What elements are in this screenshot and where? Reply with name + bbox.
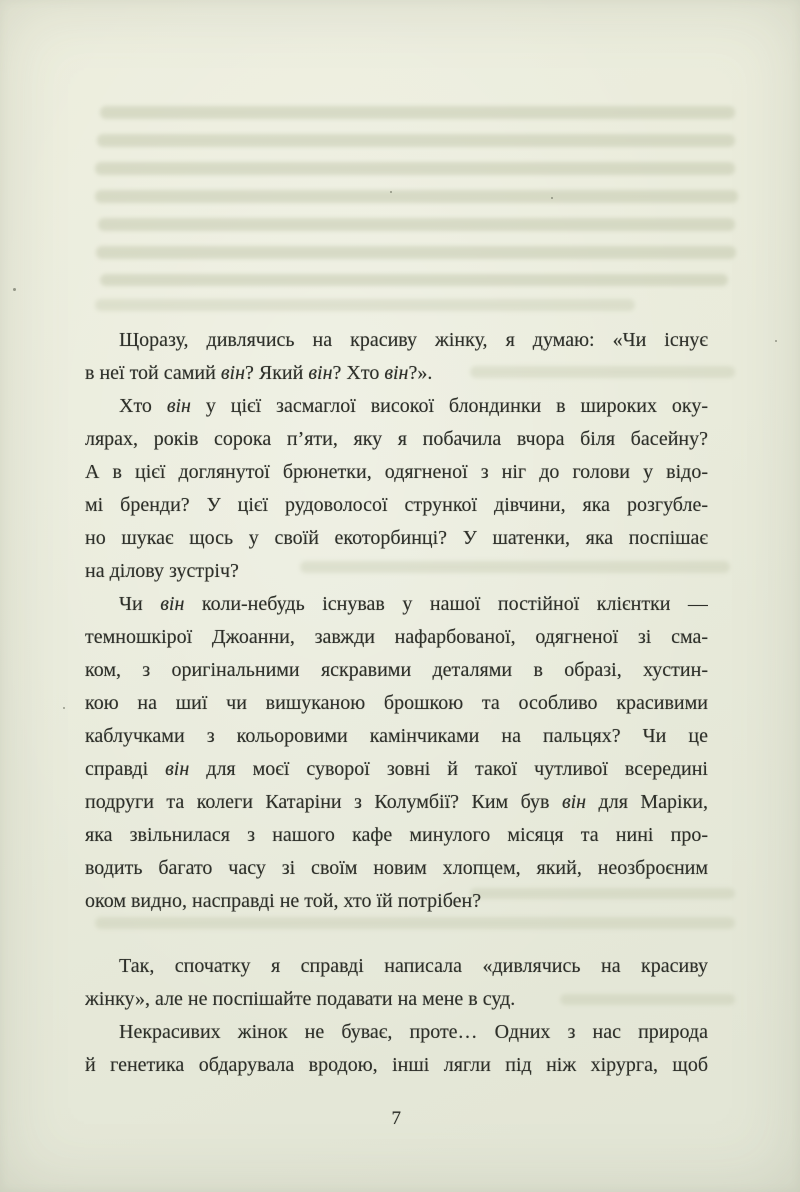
text-segment: Хто — [119, 395, 167, 417]
dust-speck — [775, 340, 777, 342]
italic-word: він — [166, 395, 191, 417]
text-line — [85, 588, 708, 621]
text-segment: ? Який — [245, 362, 309, 384]
text-line — [85, 654, 708, 687]
text-segment: Щоразу, дивлячись на красиву жінку, я думаю: «Чи існує — [119, 329, 708, 351]
text-segment: жінку», але не поспішайте подавати на мене в суд. — [85, 988, 516, 1010]
paragraph — [85, 950, 708, 1016]
dust-speck — [63, 707, 65, 709]
text-line — [85, 489, 708, 522]
text-segment: справді — [85, 758, 166, 780]
show-through-line — [95, 299, 635, 311]
paragraph — [85, 324, 708, 390]
paragraph — [85, 1016, 708, 1082]
text-segment: ком, з оригінальними яскравими деталями в образі, хустин- — [85, 659, 708, 681]
text-segment: коли-небудь існував у нашої постійної клієнтки — — [184, 593, 708, 615]
text-segment: й генетика обдарувала вродою, інші лягли під ніж хірурга, щоб — [85, 1054, 708, 1076]
show-through-line — [95, 162, 735, 175]
italic-word: він — [384, 362, 409, 384]
show-through-line — [97, 134, 735, 147]
text-segment: водить багато часу зі своїм новим хлопцем, який, неозброєним — [85, 857, 708, 879]
text-line — [85, 753, 708, 786]
italic-word: він — [308, 362, 333, 384]
text-line — [85, 357, 708, 390]
paragraph — [85, 390, 708, 588]
text-segment: Чи — [119, 593, 161, 615]
text-segment: мі бренди? У цієї рудоволосої стрункої дівчини, яка розгубле- — [85, 494, 708, 516]
text-block — [85, 324, 708, 1082]
text-line — [85, 456, 708, 489]
text-line — [85, 983, 708, 1016]
text-line — [85, 852, 708, 885]
text-line — [85, 950, 708, 983]
text-segment: для моєї суворої зовні й такої чутливої всередині — [189, 758, 708, 780]
show-through-line — [100, 106, 735, 119]
text-line — [85, 885, 708, 918]
text-segment: на ділову зустріч? — [85, 560, 239, 582]
text-segment: кою на шиї чи вишуканою брошкою та особливо красивими — [85, 692, 708, 714]
text-line — [85, 1049, 708, 1082]
show-through-line — [100, 274, 728, 286]
italic-word: він — [165, 758, 190, 780]
text-line — [85, 555, 708, 588]
italic-word: він — [561, 791, 587, 813]
text-line — [85, 621, 708, 654]
text-line — [85, 522, 708, 555]
text-line — [85, 1016, 708, 1049]
dust-speck — [551, 197, 553, 199]
page-number: 7 — [391, 1108, 402, 1129]
text-segment: в неї той самий — [85, 362, 221, 384]
show-through-line — [96, 246, 736, 259]
italic-word: він — [220, 362, 245, 384]
dust-speck — [13, 288, 16, 291]
show-through-line — [98, 218, 735, 231]
text-segment: каблучками з кольоровими камінчиками на пальцях? Чи це — [85, 725, 708, 747]
text-line — [85, 720, 708, 753]
text-segment: оком видно, насправді не той, хто їй потрібен? — [85, 890, 482, 912]
text-segment: у цієї засмаглої високої блондинки в широких оку- — [190, 395, 708, 417]
text-segment: ?». — [408, 362, 433, 384]
text-segment: яка звільнилася з нашого кафе минулого місяця та нині про- — [85, 824, 708, 846]
text-line — [85, 687, 708, 720]
text-line — [85, 324, 708, 357]
text-line — [85, 390, 708, 423]
text-segment: для Маріки, — [586, 791, 708, 813]
paragraph — [85, 588, 708, 918]
text-line — [85, 423, 708, 456]
text-segment: подруги та колеги Катаріни з Колумбії? Ким був — [85, 791, 562, 813]
dust-speck — [390, 191, 392, 193]
text-segment: темношкірої Джоанни, завжди нафарбованої, одягненої зі сма- — [85, 626, 708, 648]
italic-word: він — [160, 593, 185, 615]
text-line — [85, 786, 708, 819]
text-line — [85, 819, 708, 852]
text-segment: ? Хто — [332, 362, 385, 384]
text-segment: Некрасивих жінок не буває, проте… Одних з нас природа — [119, 1021, 708, 1043]
show-through-line — [95, 190, 738, 203]
text-segment: но шукає щось у своїй екоторбинці? У шатенки, яка поспішає — [85, 527, 708, 549]
text-segment: Так, спочатку я справді написала «дивлячись на красиву — [119, 955, 708, 977]
text-segment: лярах, років сорока п’яти, яку я побачила вчора біля басейну? — [85, 428, 708, 450]
text-segment: А в цієї доглянутої брюнетки, одягненої з ніг до голови у відо- — [85, 461, 708, 483]
